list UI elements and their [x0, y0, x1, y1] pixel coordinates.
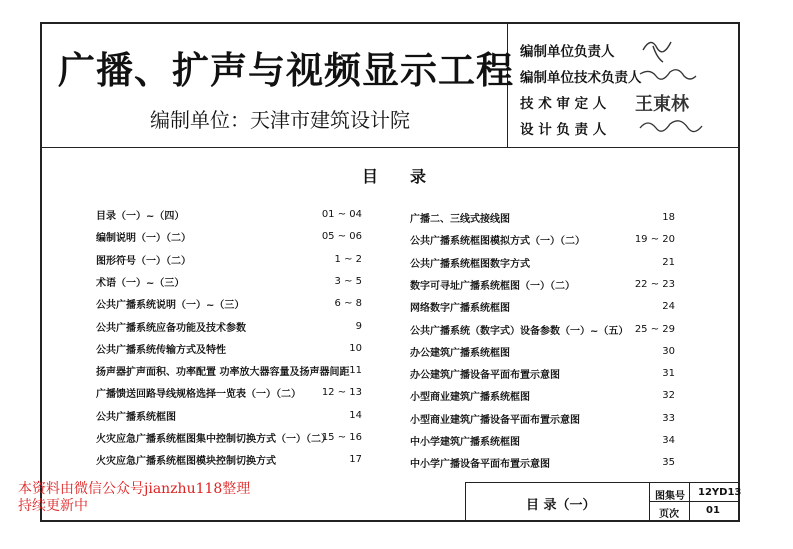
toc-entry-label: 火灾应急广播系统框图集中控制切换方式（一）（二）	[96, 434, 331, 445]
toc-entry-label: 扬声器扩声面积、功率配置 功率放大器容量及扬声器间距	[96, 367, 350, 379]
toc-entry-page: 10	[349, 342, 362, 354]
toc-entry-page: 01 ~ 04	[321, 209, 362, 220]
resp-role-1: 编制单位负责人	[520, 44, 615, 60]
toc-entry-label: 编制说明（一）（二）	[96, 233, 191, 245]
resp-role-4: 设 计 负 责 人	[520, 122, 607, 138]
toc-entry-label: 数字可寻址广播系统框图（一）（二）	[410, 280, 575, 292]
toc-entry-page: 22 ~ 23	[634, 278, 675, 290]
toc-entry-label: 办公建筑广播系统框图	[410, 347, 510, 359]
toc-entry-label: 小型商业建筑广播系统框图	[410, 392, 530, 404]
toc-entry-page: 9	[355, 320, 362, 332]
atlas-label: 图集号	[655, 491, 685, 502]
toc-title: 目 录	[362, 167, 427, 186]
resp-role-2: 编制单位技术负责人	[520, 70, 642, 86]
toc-entry-label: 目录（一）~（四）	[96, 211, 185, 222]
toc-entry-page: 25 ~ 29	[634, 323, 675, 335]
page-label: 页次	[659, 509, 679, 520]
watermark-line-1: 本资料由微信公众号jianzhu118整理	[18, 481, 251, 497]
toc-entry-label: 中小学建筑广播系统框图	[410, 437, 520, 448]
toc-entry-label: 图形符号（一）（二）	[96, 255, 191, 267]
toc-entry-label: 公共广播系统框图模拟方式（一）（二）	[410, 236, 585, 248]
toc-entry-label: 小型商业建筑广播设备平面布置示意图	[410, 414, 580, 426]
toc-entry-page: 14	[349, 409, 362, 421]
toc-entry-label: 广播二、三线式接线图	[410, 214, 510, 225]
signature-scribble-4	[640, 121, 702, 132]
atlas-no: 12YD13	[698, 487, 742, 498]
toc-entry-page: 12 ~ 13	[321, 387, 362, 399]
toc-entry-page: 35	[662, 457, 675, 469]
toc-entry-label: 公共广播系统传输方式及特性	[96, 344, 226, 356]
toc-entry-page: 17	[349, 454, 362, 466]
toc-entry-label: 公共广播系统说明（一）~（三）	[96, 300, 245, 312]
resp-role-3: 技 术 审 定 人	[520, 96, 607, 112]
org-line: 编制单位：天津市建筑设计院	[150, 108, 410, 132]
toc-entry-label: 公共广播系统（数字式）设备参数（一）~（五）	[410, 325, 629, 337]
toc-entry-label: 术语（一）~（三）	[96, 277, 185, 289]
title-block	[465, 482, 740, 522]
watermark-line-2: 持续更新中	[18, 498, 88, 514]
toc-entry-page: 3 ~ 5	[334, 275, 362, 287]
toc-entry-page: 05 ~ 06	[321, 231, 362, 243]
toc-entry-label: 公共广播系统框图数字方式	[410, 258, 530, 270]
toc-entry-page: 34	[662, 435, 675, 446]
toc-entry-page: 32	[662, 390, 675, 402]
toc-entry-page: 24	[662, 301, 675, 313]
toc-entry-label: 网络数字广播系统框图	[410, 303, 510, 315]
toc-entry-label: 办公建筑广播设备平面布置示意图	[410, 370, 560, 382]
toc-entry-label: 广播馈送回路导线规格选择一览表（一）（二）	[96, 389, 301, 401]
toc-entry-label: 公共广播系统应备功能及技术参数	[96, 322, 246, 334]
toc-entry-page: 19 ~ 20	[634, 234, 675, 246]
signature-scribble-1	[643, 42, 671, 62]
toc-entry-page: 18	[662, 212, 675, 223]
title-block-name: 目 录（一）	[526, 498, 596, 513]
toc-entry-page: 31	[662, 368, 675, 380]
title-block-name-cell	[466, 483, 650, 520]
toc-entry-page: 1 ~ 2	[334, 253, 362, 265]
page-title: 广播、扩声与视频显示工程	[58, 49, 514, 92]
toc-entry-label: 火灾应急广播系统框图模块控制切换方式	[96, 456, 276, 468]
page-no: 01	[706, 505, 720, 516]
toc-entry-label: 公共广播系统框图	[96, 411, 176, 423]
signature-scribble-2	[640, 70, 696, 79]
toc-entry-page: 15 ~ 16	[321, 432, 362, 443]
toc-entry-page: 11	[349, 365, 362, 377]
toc-entry-page: 6 ~ 8	[334, 298, 362, 310]
toc-entry-page: 30	[662, 345, 675, 357]
toc-entry-page: 33	[662, 412, 675, 424]
toc-entry-label: 中小学广播设备平面布置示意图	[410, 459, 550, 471]
signature-3: 王東林	[635, 94, 689, 115]
toc-entry-page: 21	[662, 256, 675, 268]
